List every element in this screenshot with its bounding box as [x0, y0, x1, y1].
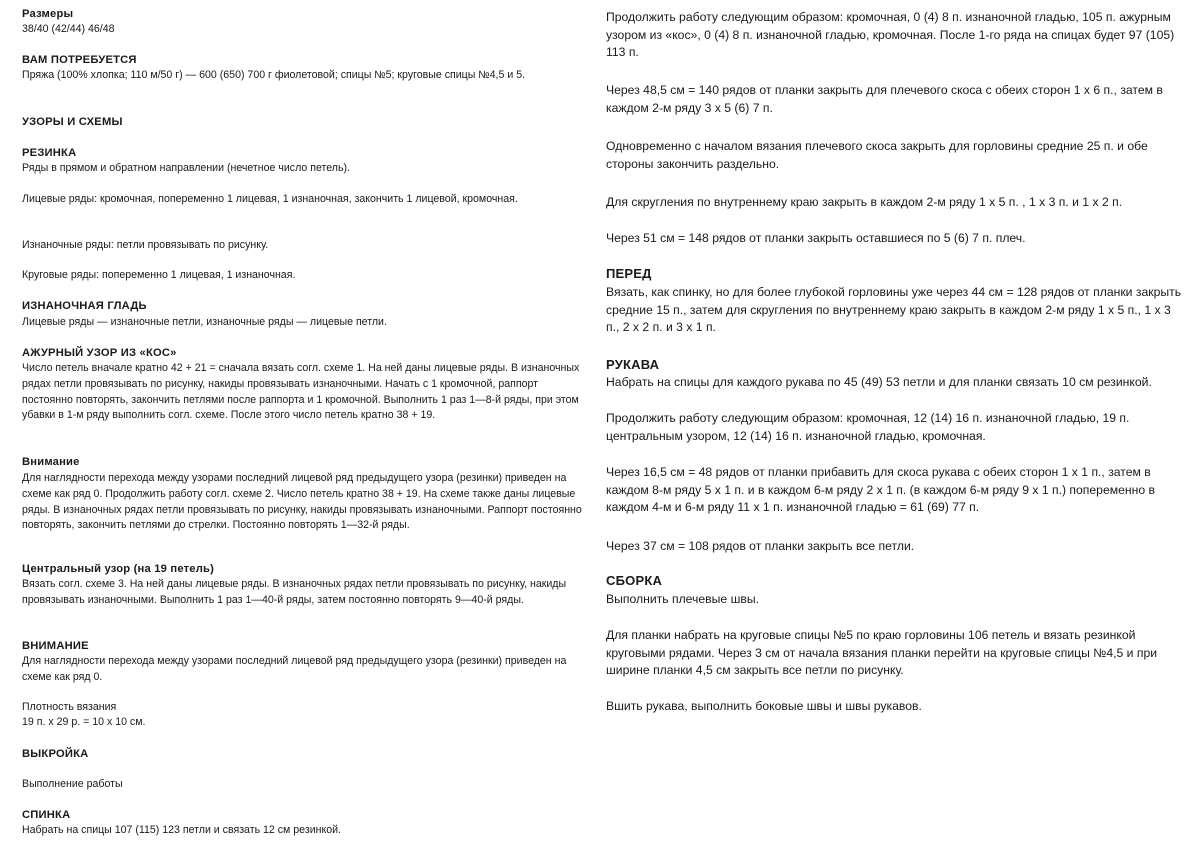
central-heading: Центральный узор (на 19 петель) [22, 563, 215, 575]
rib-heading: РЕЗИНКА [22, 147, 77, 159]
assembly-text-3: Вшить рукава, выполнить боковые швы и швы рукавов. [606, 699, 922, 713]
needed-heading: ВАМ ПОТРЕБУЕТСЯ [22, 54, 137, 66]
patterns-heading: УЗОРЫ И СХЕМЫ [22, 116, 123, 128]
sizes-heading: Размеры [22, 8, 74, 20]
rib-text-4: Круговые ряды: попеременно 1 лицевая, 1 изнаночная. [22, 269, 296, 281]
rib-text-3: Изнаночные ряды: петли провязывать по рисунку. [22, 239, 269, 251]
sleeves-heading: РУКАВА [606, 357, 660, 372]
back-continue-text-4: Для скругления по внутреннему краю закрыть в каждом 2-м ряду 1 х 5 п. , 1 х 3 п. и 1 х 2 п. [606, 195, 1123, 209]
attention-heading-2: ВНИМАНИЕ [22, 640, 89, 652]
back-continue-text-5: Через 51 см = 148 рядов от планки закрыть оставшиеся по 5 (6) 7 п. плеч. [606, 231, 1026, 245]
rib-text-1: Ряды в прямом и обратном направлении (нечетное число петель). [22, 162, 350, 174]
pattern-heading: ВЫКРОЙКА [22, 748, 89, 760]
sizes-text: 38/40 (42/44) 46/48 [22, 23, 115, 35]
reverse-heading: ИЗНАНОЧНАЯ ГЛАДЬ [22, 300, 147, 312]
attention-heading-1: Внимание [22, 456, 80, 468]
gauge-text: 19 п. х 29 р. = 10 х 10 см. [22, 716, 146, 728]
sleeves-text-4: Через 37 см = 108 рядов от планки закрыть все петли. [606, 539, 915, 553]
needed-text: Пряжа (100% хлопка; 110 м/50 г) — 600 (650) 700 г фиолетовой; спицы №5; круговые спицы №4,5 и 5. [22, 69, 526, 81]
back-heading: СПИНКА [22, 809, 71, 821]
sleeves-text-2: Продолжить работу следующим образом: кромочная, 12 (14) 16 п. изнаночной гладью, 19 п. центральным узором, 12 (14) 16 п. изнаночной гладью, кромочная. [606, 411, 1130, 443]
attention-text-1: Для наглядности перехода между узорами последний лицевой ряд предыдущего узора (резинки) приведен на схеме как ряд 0. Продолжить работу согл. схеме 2. Число петель кратно 38 + 19. На схеме также даны лицевые ряды. В изнаночных рядах петли провязывать по рисунку, накиды провязывать изнаночными. Раппорт постоянно повторять, закончить петлями до стрелки. Постоянно повторять 1—32-й ряды. [22, 472, 582, 532]
back-continue-text-2: Через 48,5 см = 140 рядов от планки закрыть для плечевого скоса с обеих сторон 1 х 6 п., затем в каждом 2-м ряду 3 х 5 (6) 7 п. [606, 83, 1163, 115]
sleeves-text-3: Через 16,5 см = 48 рядов от планки прибавить для скоса рукава с обеих сторон 1 х 1 п., затем в каждом 8-м ряду 5 х 1 п. и в каждом 6-м ряду 2 х 1 п. (в каждом 6-м ряду 9 х 1 п.) попеременно в каждом 4-м и 6-м ряду 11 х 1 п. изнаночной гладью = 61 (69) 77 п. [606, 465, 1155, 515]
assembly-heading: СБОРКА [606, 573, 663, 588]
sleeves-text-1: Набрать на спицы для каждого рукава по 45 (49) 53 петли и для планки связать 10 см резинкой. [606, 375, 1152, 389]
assembly-text-1: Выполнить плечевые швы. [606, 592, 759, 606]
assembly-text-2: Для планки набрать на круговые спицы №5 по краю горловины 106 петель и вязать резинкой круговыми рядами. Через 3 см от начала вязания планки перейти на круговые спицы №4,5 и при ширине планки 4,5 см закрыть все петли по рисунку. [606, 628, 1158, 678]
front-heading: ПЕРЕД [606, 266, 652, 281]
back-continue-text-1: Продолжить работу следующим образом: кромочная, 0 (4) 8 п. изнаночной гладью, 105 п. ажурным узором из «кос», 0 (4) 8 п. изнаночной гладью, кромочная. После 1-го ряда на спицах будет 97 (105) 113 п. [606, 10, 1175, 60]
work-label: Выполнение работы [22, 778, 123, 790]
reverse-text: Лицевые ряды — изнаночные петли, изнаночные ряды — лицевые петли. [22, 316, 387, 328]
gauge-label: Плотность вязания [22, 701, 117, 713]
front-text: Вязать, как спинку, но для более глубокой горловины уже через 44 см = 128 рядов от планки закрыть средние 15 п., затем для скругления по внутреннему краю закрыть в каждом 2-м ряду 1 х 5 п., 1 х 3 п., 2 х 2 п. и 3 х 1 п. [606, 285, 1182, 335]
rib-text-2: Лицевые ряды: кромочная, попеременно 1 лицевая, 1 изнаночная, закончить 1 лицевой, кромочная. [22, 193, 518, 205]
lace-text: Число петель вначале кратно 42 + 21 = сначала вязать согл. схеме 1. На ней даны лицевые ряды. В изнаночных рядах петли провязывать по рисунку, накиды провязывать изнаночными. Начать с 1 кромочной, раппорт постоянно повторять, закончить петлями после раппорта и 1 кромочной. Выполнить 1 раз 1—8-й ряды, при этом убавки в 1-м ряду выполнить согл. схеме. После этого число петель кратно 38 + 19. [22, 362, 580, 422]
lace-heading: АЖУРНЫЙ УЗОР ИЗ «КОС» [22, 347, 177, 359]
attention-text-2: Для наглядности перехода между узорами последний лицевой ряд предыдущего узора (резинки) приведен на схеме как ряд 0. [22, 655, 567, 683]
central-text: Вязать согл. схеме 3. На ней даны лицевые ряды. В изнаночных рядах петли провязывать по рисунку, накиды провязывать изнаночными. Выполнить 1 раз 1—40-й ряды, затем постоянно повторять 9—40-й ряды. [22, 578, 567, 606]
back-continue-text-3: Одновременно с началом вязания плечевого скоса закрыть для горловины средние 25 п. и обе стороны закончить раздельно. [606, 139, 1148, 171]
back-text: Набрать на спицы 107 (115) 123 петли и связать 12 см резинкой. [22, 824, 341, 836]
